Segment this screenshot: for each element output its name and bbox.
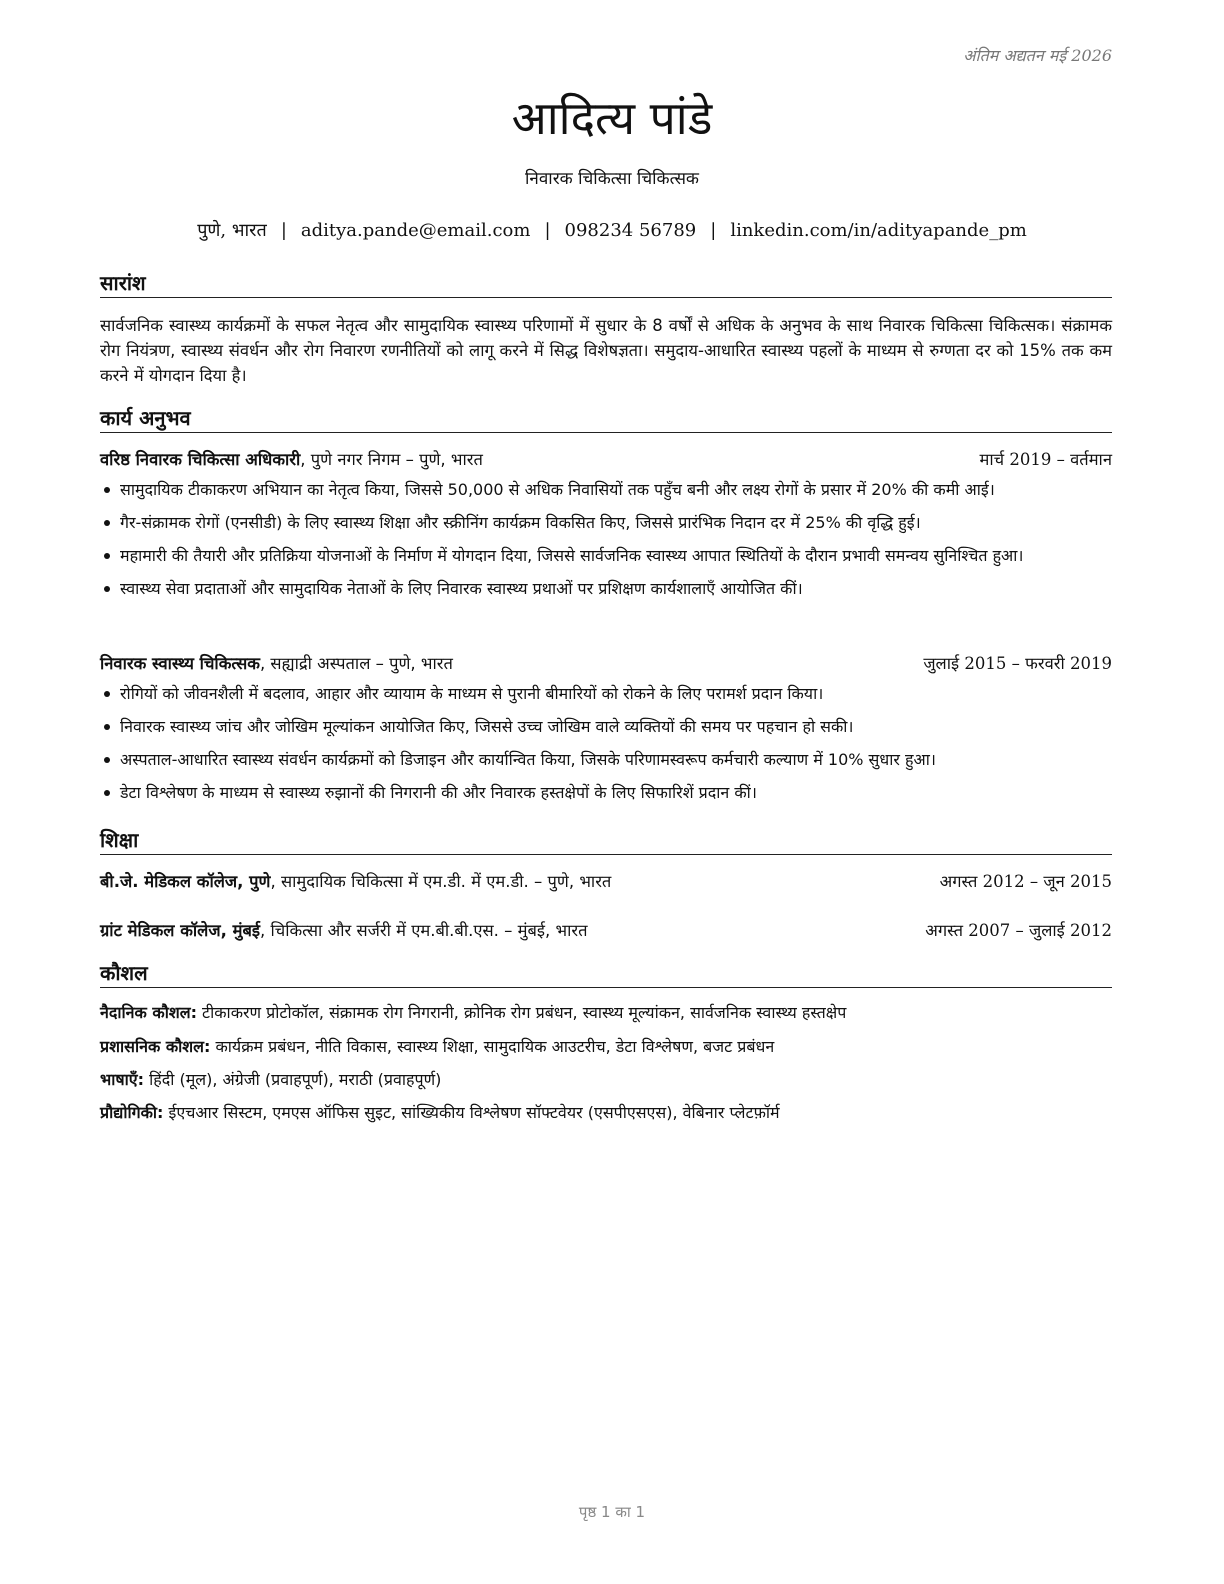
job-role: वरिष्ठ निवारक चिकित्सा अधिकारी	[100, 450, 301, 469]
skill-value: कार्यक्रम प्रबंधन, नीति विकास, स्वास्थ्य शिक्षा, सामुदायिक आउटरीच, डेटा विश्लेषण, बजट प्रबंधन	[210, 1037, 775, 1056]
education-dates: अगस्त 2012 – जून 2015	[939, 872, 1112, 891]
list-item	[100, 510, 1112, 535]
bullet-text: स्वास्थ्य सेवा प्रदाताओं और सामुदायिक नेताओं के लिए निवारक स्वास्थ्य प्रथाओं पर प्रशिक्षण कार्यशालाएँ आयोजित कीं।	[120, 579, 803, 598]
education-item	[100, 919, 1112, 943]
bullet-text: सामुदायिक टीकाकरण अभियान का नेतृत्व किया, जिससे 50,000 से अधिक निवासियों तक पहुँच बनी और लक्ष्य रोगों के प्रसार में 20% की कमी आई।	[120, 480, 995, 499]
bullet-text: निवारक स्वास्थ्य जांच और जोखिम मूल्यांकन आयोजित किए, जिससे उच्च जोखिम वाले व्यक्तियों की समय पर पहचान हो सकी।	[120, 717, 854, 736]
job-header	[100, 652, 1112, 676]
list-item	[100, 714, 1112, 739]
skill-value: ईएचआर सिस्टम, एमएस ऑफिस सुइट, सांख्यिकीय विश्लेषण सॉफ्टवेयर (एसपीएसएस), वेबिनार प्लेटफ़ॉर्म	[163, 1103, 780, 1122]
contact-linkedin[interactable]: linkedin.com/in/adityapande_pm	[730, 220, 1027, 241]
degree-detail: , सामुदायिक चिकित्सा में एम.डी. में एम.डी. – पुणे, भारत	[270, 872, 612, 891]
candidate-name: आदित्य पांडे	[511, 91, 713, 145]
list-item	[100, 681, 1112, 706]
skill-label: भाषाएँ:	[100, 1070, 145, 1089]
school-name: बी.जे. मेडिकल कॉलेज, पुणे	[100, 872, 271, 891]
contact-separator: |	[280, 220, 287, 241]
job-bullets	[100, 477, 1112, 609]
skill-line	[100, 1001, 1112, 1025]
skill-label: नैदानिक कौशल:	[100, 1003, 197, 1022]
summary-text: सार्वजनिक स्वास्थ्य कार्यक्रमों के सफल नेतृत्व और सामुदायिक स्वास्थ्य परिणामों में सुधार के 8 वर्षों से अधिक के अनुभव के साथ निवारक चिकित्सा चिकित्सक। संक्रामक रोग नियंत्रण, स्वास्थ्य संवर्धन और रोग निवारण रणनीतियों को लागू करने में सिद्ध विशेषज्ञता। समुदाय-आधारित स्वास्थ्य पहलों के माध्यम से रुग्णता दर को 15% तक कम करने में योगदान दिया है।	[100, 316, 1112, 385]
bullet-text: महामारी की तैयारी और प्रतिक्रिया योजनाओं के निर्माण में योगदान दिया, जिससे सार्वजनिक स्वास्थ्य आपात स्थितियों के दौरान प्रभावी समन्वय सुनिश्चित हुआ।	[120, 546, 1024, 565]
contact-separator: |	[710, 220, 717, 241]
bullet-icon	[104, 724, 110, 730]
list-item	[100, 543, 1112, 568]
bullet-icon	[104, 691, 110, 697]
skill-line	[100, 1035, 1112, 1059]
skill-value: टीकाकरण प्रोटोकॉल, संक्रामक रोग निगरानी, क्रोनिक रोग प्रबंधन, स्वास्थ्य मूल्यांकन, सार्वजनिक स्वास्थ्य हस्तक्षेप	[196, 1003, 847, 1022]
bullet-text: अस्पताल-आधारित स्वास्थ्य संवर्धन कार्यक्रमों को डिजाइन और कार्यान्वित किया, जिसके परिणामस्वरूप कर्मचारी कल्याण में 10% सुधार हुआ।	[120, 750, 936, 769]
list-item	[100, 576, 1112, 601]
school-name: ग्रांट मेडिकल कॉलेज, मुंबई	[100, 921, 260, 940]
bullet-icon	[104, 790, 110, 796]
section-heading-education: शिक्षा	[100, 827, 1112, 855]
bullet-icon	[104, 487, 110, 493]
bullet-icon	[104, 520, 110, 526]
contact-separator: |	[544, 220, 551, 241]
job-org: , सह्याद्री अस्पताल – पुणे, भारत	[259, 654, 453, 673]
job-dates: जुलाई 2015 – फरवरी 2019	[923, 654, 1112, 673]
contact-location: पुणे, भारत	[197, 220, 267, 241]
job-dates: मार्च 2019 – वर्तमान	[979, 450, 1112, 469]
skill-line	[100, 1101, 1112, 1125]
bullet-icon	[104, 757, 110, 763]
list-item	[100, 477, 1112, 502]
skill-value: हिंदी (मूल), अंग्रेजी (प्रवाहपूर्ण), मराठी (प्रवाहपूर्ण)	[144, 1070, 442, 1089]
bullet-text: रोगियों को जीवनशैली में बदलाव, आहार और व्यायाम के माध्यम से पुरानी बीमारियों को रोकने के लिए परामर्श प्रदान किया।	[120, 684, 824, 703]
section-heading-summary: सारांश	[100, 270, 1112, 298]
page-footer: पृष्ठ 1 का 1	[578, 1503, 646, 1521]
job-header	[100, 448, 1112, 472]
skill-label: प्रौद्योगिकी:	[100, 1103, 164, 1122]
job-bullets	[100, 681, 1112, 813]
contact-line	[0, 218, 1224, 242]
list-item	[100, 780, 1112, 805]
candidate-title: निवारक चिकित्सा चिकित्सक	[525, 169, 699, 189]
bullet-icon	[104, 586, 110, 592]
last-updated: अंतिम अद्यतन मई 2026	[963, 46, 1112, 65]
bullet-text: गैर-संक्रामक रोगों (एनसीडी) के लिए स्वास्थ्य शिक्षा और स्क्रीनिंग कार्यक्रम विकसित किए, जिससे प्रारंभिक निदान दर में 25% की वृद्धि हुई।	[120, 513, 921, 532]
section-heading-experience: कार्य अनुभव	[100, 405, 1112, 433]
job-org: , पुणे नगर निगम – पुणे, भारत	[300, 450, 483, 469]
list-item	[100, 747, 1112, 772]
bullet-icon	[104, 553, 110, 559]
education-item	[100, 870, 1112, 894]
skill-line	[100, 1068, 1112, 1092]
section-heading-skills: कौशल	[100, 960, 1112, 988]
job-role: निवारक स्वास्थ्य चिकित्सक	[100, 654, 260, 673]
contact-email[interactable]: aditya.pande@email.com	[300, 220, 531, 241]
education-dates: अगस्त 2007 – जुलाई 2012	[925, 921, 1112, 940]
bullet-text: डेटा विश्लेषण के माध्यम से स्वास्थ्य रुझानों की निगरानी की और निवारक हस्तक्षेपों के लिए सिफारिशें प्रदान कीं।	[120, 783, 757, 802]
contact-phone[interactable]: 098234 56789	[564, 220, 697, 241]
degree-detail: , चिकित्सा और सर्जरी में एम.बी.बी.एस. – मुंबई, भारत	[260, 921, 588, 940]
skill-label: प्रशासनिक कौशल:	[100, 1037, 211, 1056]
